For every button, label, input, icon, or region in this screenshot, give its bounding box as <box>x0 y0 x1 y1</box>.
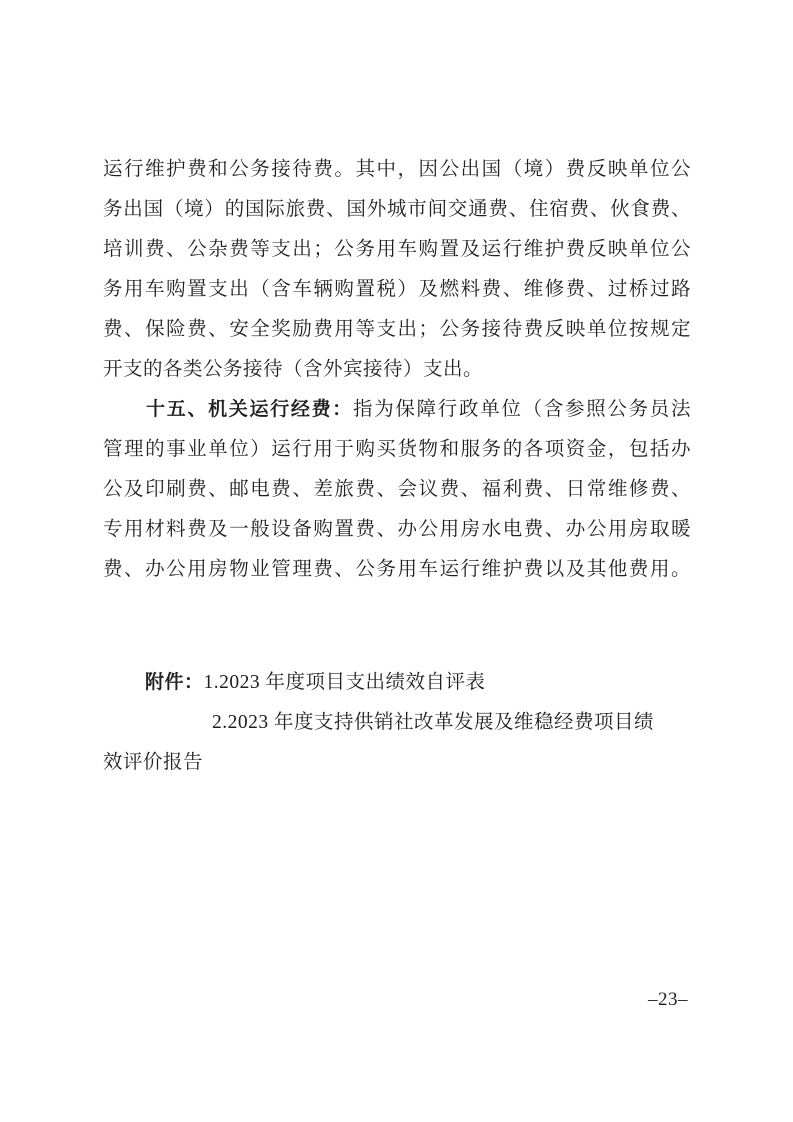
text-line: 运行维护费和公务接待费。其中，因公出国（境）费反映单位公 <box>103 159 691 180</box>
body-text <box>103 150 691 590</box>
text-line: 务用车购置支出（含车辆购置税）及燃料费、维修费、过桥过路 <box>103 279 691 300</box>
section-heading: 十五、机关运行经费： <box>146 399 353 420</box>
attachment-item-1-text: 1.2023 年度项目支出绩效自评表 <box>203 672 486 693</box>
attachment-label: 附件： <box>145 672 204 693</box>
attachment-item-2-wrap: 效评价报告 <box>103 752 204 773</box>
section-lead-text: 指为保障行政单位（含参照公务员法 <box>353 399 691 420</box>
page-number: –23– <box>648 989 688 1010</box>
text-line: 专用材料费及一般设备购置费、办公用房水电费、办公用房取暖 <box>103 519 691 540</box>
text-line: 费、办公用房物业管理费、公务用车运行维护费以及其他费用。 <box>103 559 691 580</box>
paragraph-continuation <box>103 150 691 390</box>
text-line: 费、保险费、安全奖励费用等支出；公务接待费反映单位按规定 <box>103 319 691 340</box>
text-line <box>103 390 691 430</box>
text-line: 务出国（境）的国际旅费、国外城市间交通费、住宿费、伙食费、 <box>103 199 691 220</box>
text-line: 培训费、公杂费等支出；公务用车购置及运行维护费反映单位公 <box>103 239 691 260</box>
text-line: 公及印刷费、邮电费、差旅费、会议费、福利费、日常维修费、 <box>103 479 691 500</box>
text-line: 管理的事业单位）运行用于购买货物和服务的各项资金，包括办 <box>103 439 691 460</box>
text-line: 开支的各类公务接待（含外宾接待）支出。 <box>103 359 484 380</box>
attachment-item-2: 2.2023 年度支持供销社改革发展及维稳经费项目绩 <box>212 712 655 733</box>
paragraph-section-15 <box>103 390 691 590</box>
attachment-block <box>103 663 691 783</box>
attachment-item-1 <box>103 663 691 703</box>
